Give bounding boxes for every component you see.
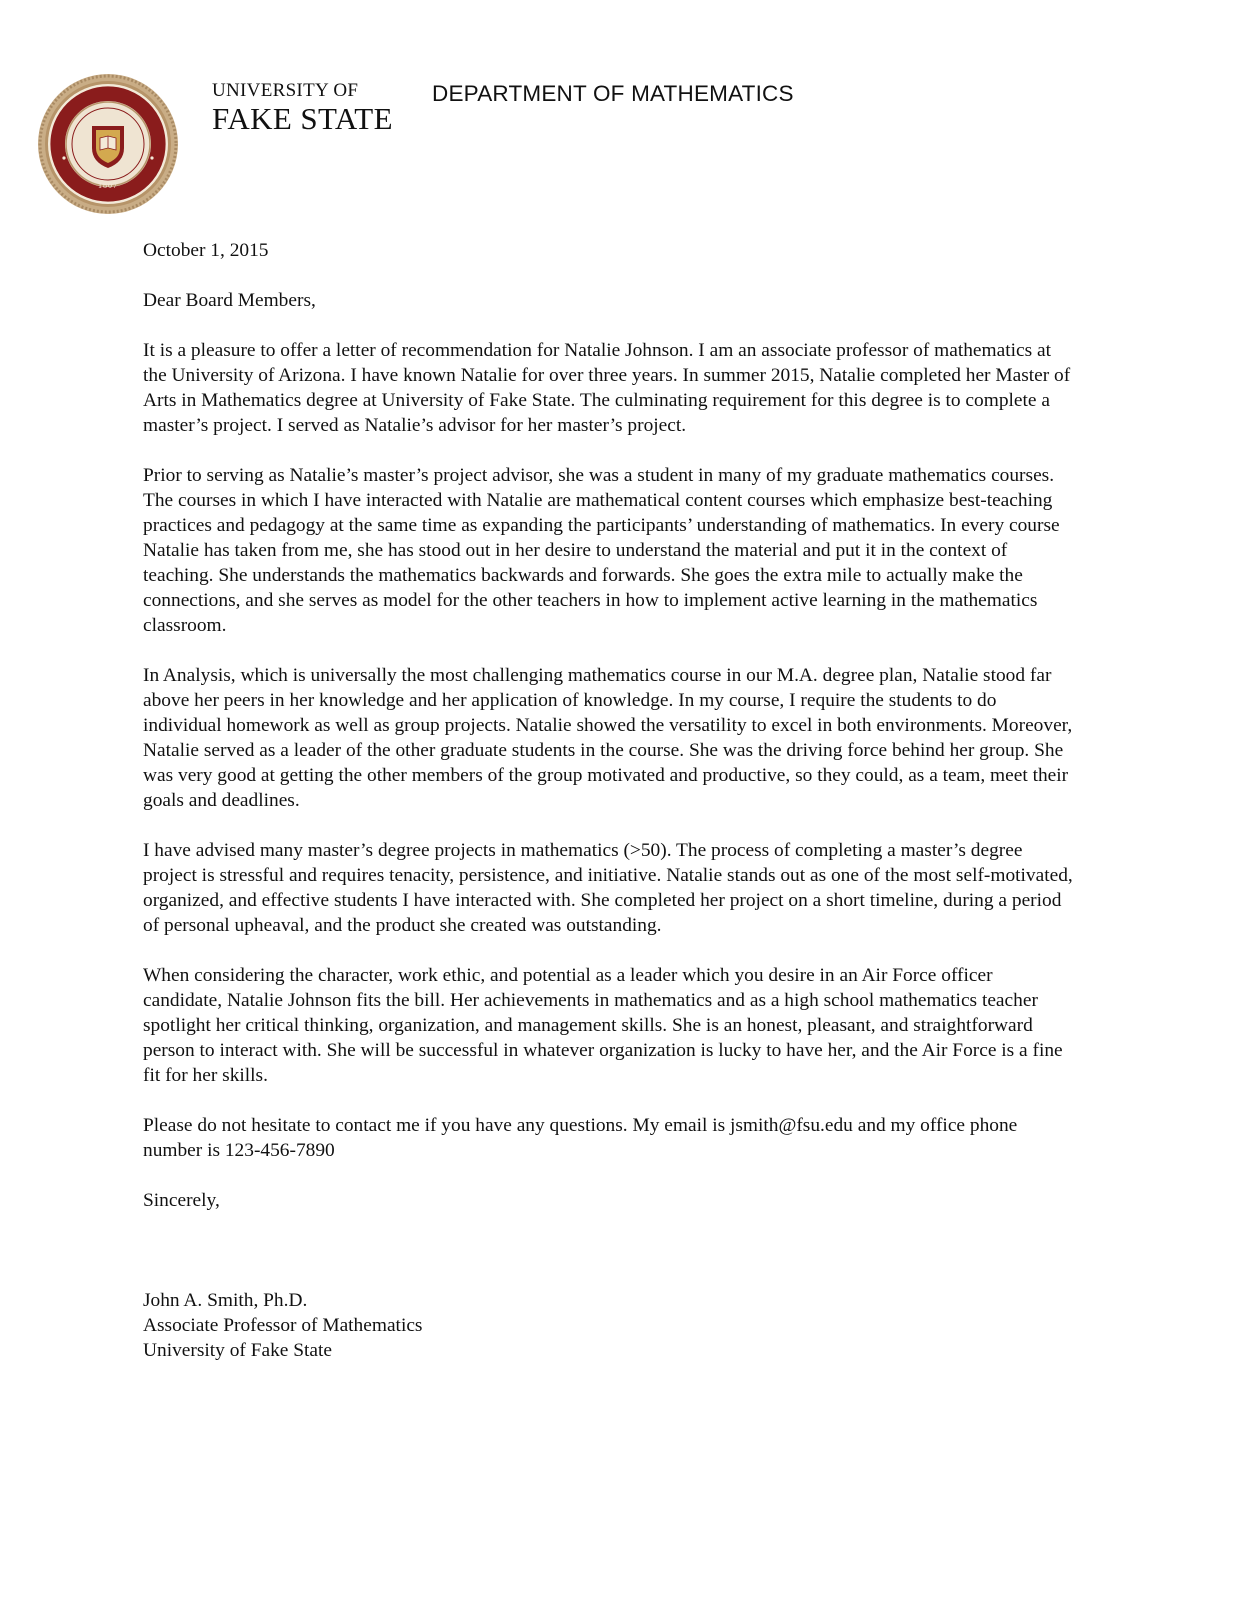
university-line-2: FAKE STATE [212, 101, 393, 136]
paragraph-5: When considering the character, work ethic, and potential as a leader which you desire in an Air Force officer candidate, Natalie Johnson fits the bill. Her achievements in mathematics and as a high school mathematics teacher spotlight her critical thinking, organization, and management skills. She is an honest, pleasant, and straightforward person to interact with. She will be successful in whatever organization is lucky to have her, and the Air Force is a fine fit for her skills. [143, 965, 1063, 1086]
paragraph-1: It is a pleasure to offer a letter of recommendation for Natalie Johnson. I am an associate professor of mathematics at the University of Arizona. I have known Natalie for over three years. In summer 2015, Natalie completed her Master of Arts in Mathematics degree at University of Fake State. The culminating requirement for this degree is to complete a master’s project. I served as Natalie’s advisor for her master’s project. [143, 340, 1071, 436]
paragraph-6: Please do not hesitate to contact me if you have any questions. My email is jsmith@fsu.edu and my office phone number is 123-456-7890 [143, 1115, 1018, 1161]
paragraph-3: In Analysis, which is universally the most challenging mathematics course in our M.A. degree plan, Natalie stood far above her peers in her knowledge and her application of knowledge. In my course, I require the students to do individual homework as well as group projects. Natalie showed the versatility to excel in both environments. Moreover, Natalie served as a leader of the other graduate students in the course. She was the driving force behind her group. She was very good at getting the other members of the group motivated and productive, so they could, as a team, meet their goals and deadlines. [143, 665, 1073, 811]
university-seal-icon [36, 72, 180, 216]
letter-date: October 1, 2015 [143, 240, 269, 261]
signature-name: John A. Smith, Ph.D. [143, 1290, 308, 1311]
university-wordmark [212, 80, 393, 136]
university-line-1: UNIVERSITY OF [212, 80, 359, 101]
signature-title: Associate Professor of Mathematics [143, 1315, 423, 1336]
letter-body [143, 238, 1073, 1363]
letter-closing: Sincerely, [143, 1190, 220, 1211]
department-title: DEPARTMENT OF MATHEMATICS [432, 81, 794, 106]
signature-institution: University of Fake State [143, 1340, 333, 1361]
svg-text:1807: 1807 [98, 181, 118, 190]
letter-salutation: Dear Board Members, [143, 290, 316, 311]
paragraph-4: I have advised many master’s degree projects in mathematics (>50). The process of completing a master’s degree project is stressful and requires tenacity, persistence, and initiative. Natalie stands out as one of the most self-motivated, organized, and effective students I have interacted with. She completed her project on a short timeline, during a period of personal upheaval, and the product she created was outstanding. [143, 840, 1073, 936]
paragraph-2: Prior to serving as Natalie’s master’s project advisor, she was a student in many of my graduate mathematics courses. The courses in which I have interacted with Natalie are mathematical content courses which emphasize best-teaching practices and pedagogy at the same time as expanding the participants’ understanding of mathematics. In every course Natalie has taken from me, she has stood out in her desire to understand the material and put it in the context of teaching. She understands the mathematics backwards and forwards. She goes the extra mile to actually make the connections, and she serves as model for the other teachers in how to implement active learning in the mathematics classroom. [143, 465, 1060, 636]
signature-block [143, 1288, 1073, 1363]
